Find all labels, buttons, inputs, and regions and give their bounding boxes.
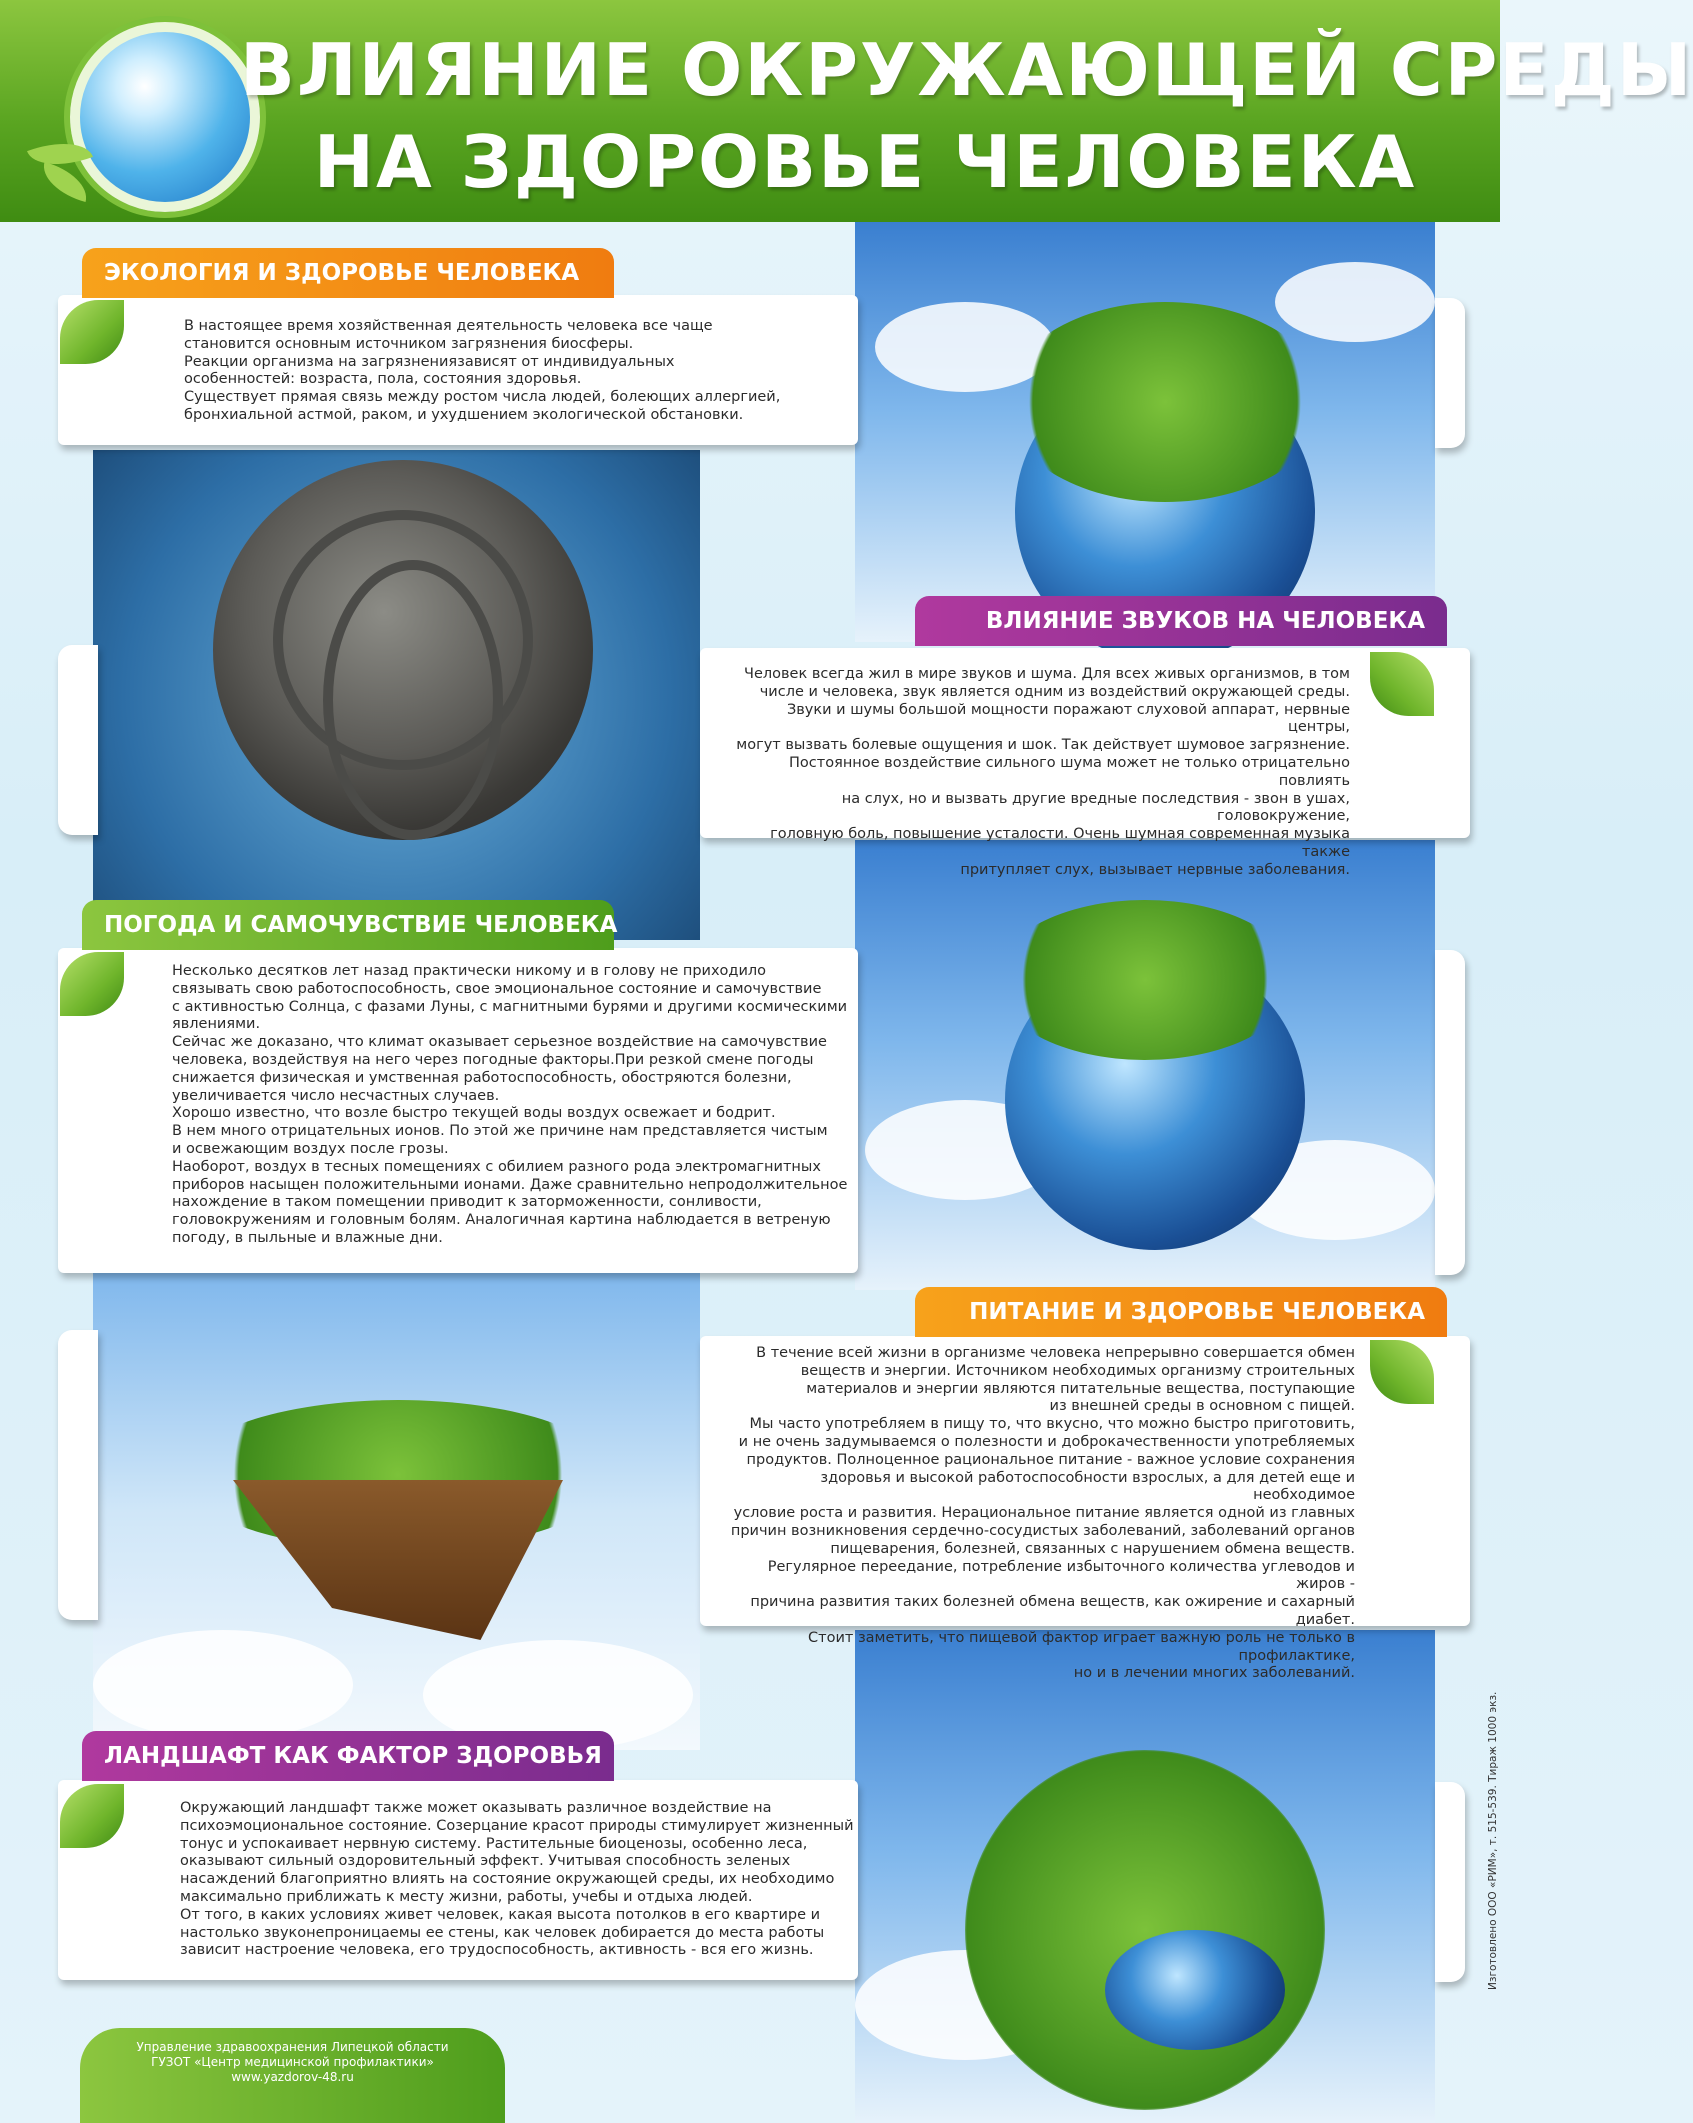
page-title <box>240 24 1693 208</box>
floating-island-image <box>93 1270 700 1750</box>
sounds-text: Человек всегда жил в мире звуков и шума. Для всех живых организмов, в том числе и человека, звук является одним из воздействий окружающей среды. Звуки и шумы большой мощности поражают слуховой аппарат, нервные центры, могут вызвать болевые ощущения и шок. Так действует шумовое загрязнение. Постоянное воздействие сильного шума может не только отрицательно повлиять на слух, но и вызвать другие вредные последствия - звон в ушах, головокружение, головную боль, повышение усталости. Очень шумная современная музыка также притупляет слух, вызывает нервные заболевания. <box>736 666 1350 878</box>
nutrition-text: В течение всей жизни в организме человека непрерывно совершается обмен веществ и энергии. Источником необходимых организму строительных материалов и энергии являются питательные вещества, поступающие из внешней среды в основном с пищей. Мы часто употребляем в пищу то, что вкусно, что можно быстро приготовить, и не очень задумываемся о полезности и доброкачественности употребляемых продуктов. Полноценное рациональное питание - важное условие сохранения здоровья и высокой работоспособности взрослых, а для детей еще и необходимое условие роста и развития. Нерациональное питание является одной из главных причин возникновения сердечно-сосудистых заболеваний, заболеваний органов пищеварения, болезней, связанных с нарушением обмена веществ. Регулярное переедание, потребление избыточного количества углеводов и жиров - причина развития таких болезней обмена веществ, как ожирение и сахарный диабет. Стоит заметить, что пищевой фактор играет важную роль не только в профилактике, но и в лечении многих заболеваний. <box>730 1345 1355 1682</box>
globe-city-image <box>855 222 1435 642</box>
nutrition-box-edge-left <box>58 1330 98 1620</box>
ecology-text: В настоящее время хозяйственная деятельность человека все чаще становится основным источником загрязнения биосферы. Реакции организма на загрязнениязависят от индивидуальных особенностей: возраста, пола, состояния здоровья. Существует прямая связь между ростом числа людей, болеющих аллергией, бронхиальной астмой, раком, и ухудшением экологической обстановки. <box>184 318 781 423</box>
header-banner <box>0 0 1693 222</box>
weather-text: Несколько десятков лет назад практически никому и в голову не приходило связывать свою работоспособность, свое эмоциональное состояние и самочувствие с активностью Солнца, с фазами Луны, с магнитными бурями и другими космическими явлениями. Сейчас же доказано, что климат оказывает серьезное воздействие на самочувствие человека, воздействуя на него через погодные факторы.При резкой смене погоды снижается физическая и умственная работоспособность, обостряются болезни, увеличивается число несчастных случаев. Хорошо известно, что возле быстро текущей воды воздух освежает и бодрит. В нем много отрицательных ионов. По этой же причине нам представляется чистым и освежающим воздух после грозы. Наоборот, воздух в тесных помещениях с обилием разного рода электромагнитных приборов насыщен положительными ионами. Даже сравнительно непродолжительное нахождение в таком помещении приводит к заторможенности, сонливости, головокружениям и головным болям. Аналогичная картина наблюдается в ветреную погоду, в пыльные и влажные дни. <box>172 963 848 1246</box>
city-planet-image <box>93 450 700 940</box>
publisher-footer <box>80 2028 505 2123</box>
page-title-line1: ВЛИЯНИЕ ОКРУЖАЮЩЕЙ СРЕДЫ <box>240 28 1693 112</box>
page-title-line2: НА ЗДОРОВЬЕ ЧЕЛОВЕКА <box>313 120 1417 204</box>
green-planet-image <box>855 1630 1435 2123</box>
footer-line1: Управление здравоохранения Липецкой области <box>136 2040 449 2054</box>
landscape-box-edge <box>1435 1782 1465 1982</box>
weather-box-edge <box>1435 950 1465 1275</box>
ecology-box-edge <box>1435 298 1465 448</box>
sounds-title: ВЛИЯНИЕ ЗВУКОВ НА ЧЕЛОВЕКА <box>915 596 1447 646</box>
ecology-title: ЭКОЛОГИЯ И ЗДОРОВЬЕ ЧЕЛОВЕКА <box>82 248 614 298</box>
landscape-title: ЛАНДШАФТ КАК ФАКТОР ЗДОРОВЬЯ <box>82 1731 614 1781</box>
nutrition-title: ПИТАНИЕ И ЗДОРОВЬЕ ЧЕЛОВЕКА <box>915 1287 1447 1337</box>
footer-line2: ГУЗОТ «Центр медицинской профилактики» <box>151 2055 434 2069</box>
landscape-text: Окружающий ландшафт также может оказывать различное воздействие на психоэмоциональное состояние. Созерцание красот природы стимулирует жизненный тонус и успокаивает нервную систему. Растительные биоценозы, особенно леса, оказывают сильный оздоровительный эффект. Учитывая способность зеленых насаждений благоприятно влиять на состояние окружающей среды, их необходимо максимально приближать к месту жизни, работы, учебы и отдыха людей. От того, в каких условиях живет человек, какая высота потолков в его квартире и настолько звуконепроницаемы ее стены, как человек добирается до места работы зависит настроение человека, его трудоспособность, активность - вся его жизнь. <box>180 1800 854 1959</box>
cliff-rock <box>233 1480 563 1640</box>
globe-leaves-logo <box>70 22 260 212</box>
footer-website: www.yazdorov-48.ru <box>231 2070 354 2084</box>
globe-house-image <box>855 840 1435 1290</box>
print-note: Изготовлено ООО «РИМ», т. 515-539. Тираж 1000 экз. <box>1487 1691 1499 1990</box>
weather-title: ПОГОДА И САМОЧУВСТВИЕ ЧЕЛОВЕКА <box>82 900 614 950</box>
sounds-box-edge-left <box>58 645 98 835</box>
